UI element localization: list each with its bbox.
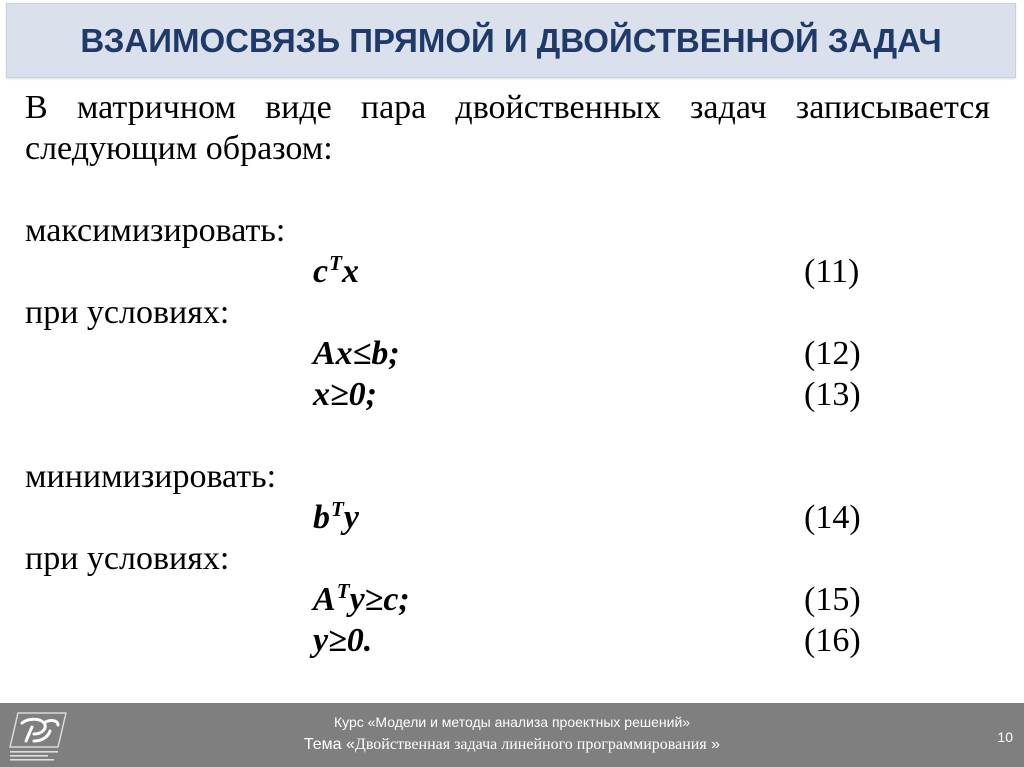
equation-number: (15) bbox=[804, 581, 861, 618]
formula-rest: x bbox=[341, 253, 359, 290]
dual-objective-formula bbox=[313, 497, 359, 538]
dual-objective-label: минимизировать: bbox=[25, 458, 277, 495]
dual-problem bbox=[25, 456, 990, 661]
topic-prefix: Тема « bbox=[303, 736, 355, 753]
formula-rest: y bbox=[343, 499, 359, 536]
primal-problem bbox=[25, 210, 990, 415]
dual-constraint-row bbox=[25, 620, 990, 661]
footer-course: Курс «Модели и методы анализа проектных решений» bbox=[333, 714, 691, 730]
formula-superscript: T bbox=[329, 251, 342, 276]
primal-objective-row bbox=[25, 251, 990, 292]
dual-constraint-formula bbox=[313, 579, 410, 620]
primal-constraint-row bbox=[25, 374, 990, 415]
topic-name: Двойственная задача линейного программирования bbox=[354, 736, 707, 753]
dual-constraint-row bbox=[25, 579, 990, 620]
equation-number: (13) bbox=[804, 376, 861, 413]
equation-number: (16) bbox=[804, 622, 861, 659]
primal-objective-formula bbox=[313, 251, 359, 292]
formula-superscript: T bbox=[336, 579, 350, 604]
primal-constraint-row bbox=[25, 333, 990, 374]
formula-base: c bbox=[313, 253, 329, 290]
primal-constraint-formula: Ax≤b; bbox=[313, 335, 400, 372]
intro-paragraph: В матричном виде пара двойственных задач записывается следующим образом: bbox=[25, 89, 990, 167]
dual-constraints-label: при условиях: bbox=[25, 540, 230, 577]
equation-number: (14) bbox=[804, 499, 861, 536]
formula-rest: y≥c; bbox=[349, 581, 410, 618]
slide-title: ВЗАИМОСВЯЗЬ ПРЯМОЙ И ДВОЙСТВЕННОЙ ЗАДАЧ bbox=[80, 22, 942, 59]
topic-suffix: » bbox=[706, 736, 721, 753]
primal-constraint-formula: x≥0; bbox=[313, 376, 377, 413]
title-bar bbox=[6, 3, 1016, 78]
spacer bbox=[25, 169, 990, 210]
slide-body bbox=[25, 87, 990, 661]
footer-bar bbox=[0, 703, 1024, 767]
formula-base: A bbox=[313, 581, 336, 618]
page-number: 10 bbox=[997, 729, 1013, 745]
primal-constraints-label: при условиях: bbox=[25, 294, 230, 331]
formula-superscript: T bbox=[331, 497, 344, 522]
equation-number: (12) bbox=[804, 335, 861, 372]
footer-topic bbox=[0, 735, 1024, 754]
formula-base: b bbox=[313, 499, 330, 536]
equation-number: (11) bbox=[804, 253, 860, 290]
primal-objective-label: максимизировать: bbox=[25, 212, 286, 249]
dual-constraint-formula: y≥0. bbox=[313, 622, 373, 659]
dual-objective-row bbox=[25, 497, 990, 538]
spacer bbox=[25, 415, 990, 456]
